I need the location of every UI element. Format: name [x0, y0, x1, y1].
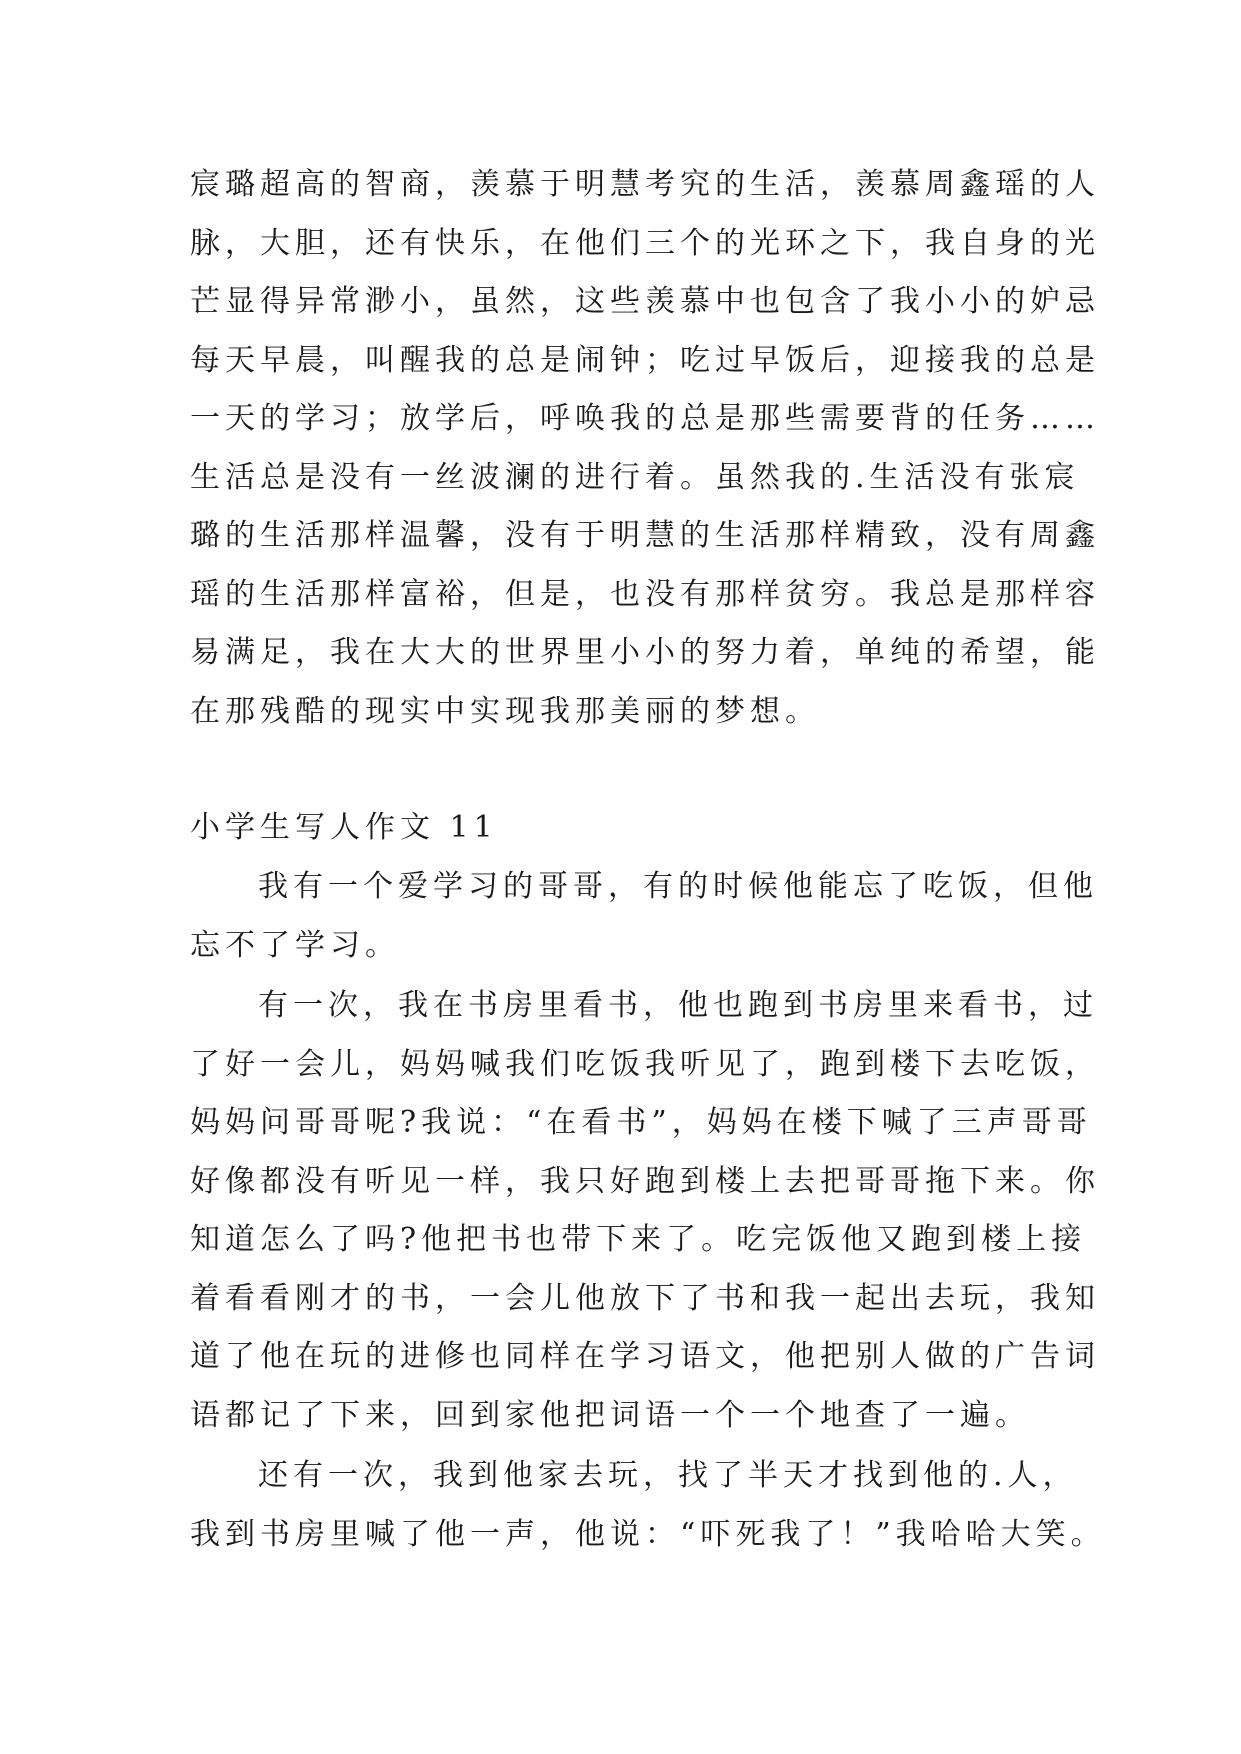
section-title: 小学生写人作文 11	[190, 810, 498, 845]
paragraph-1-line-7: 璐的生活那样温馨，没有于明慧的生活那样精致，没有周鑫	[190, 518, 1100, 553]
paragraph-1-line-3: 芒显得异常渺小，虽然，这些羡慕中也包含了我小小的妒忌	[190, 284, 1100, 319]
paragraph-1-line-9: 易满足，我在大大的世界里小小的努力着，单纯的希望，能	[190, 635, 1100, 670]
paragraph-2-line-2: 忘不了学习。	[190, 928, 400, 963]
paragraph-3-line-8: 语都记了下来，回到家他把词语一个一个地查了一遍。	[190, 1398, 1030, 1433]
paragraph-1-line-10: 在那残酷的现实中实现我那美丽的梦想。	[190, 694, 820, 729]
paragraph-1-line-6: 生活总是没有一丝波澜的进行着。虽然我的.生活没有张宸	[190, 460, 1080, 495]
paragraph-1-line-4: 每天早晨，叫醒我的总是闹钟；吃过早饭后，迎接我的总是	[190, 343, 1100, 378]
paragraph-3-line-4: 好像都没有听见一样，我只好跑到楼上去把哥哥拖下来。你	[190, 1164, 1100, 1199]
paragraph-3-line-5: 知道怎么了吗?他把书也带下来了。吃完饭他又跑到楼上接	[190, 1222, 1087, 1257]
paragraph-3-line-1: 有一次，我在书房里看书，他也跑到书房里来看书，过	[258, 988, 1098, 1023]
paragraph-1-line-5: 一天的学习；放学后，呼唤我的总是那些需要背的任务……	[190, 401, 1100, 436]
paragraph-1-line-1: 宸璐超高的智商，羡慕于明慧考究的生活，羡慕周鑫瑶的人	[190, 167, 1100, 202]
paragraph-4-line-2: 我到书房里喊了他一声，他说：“吓死我了！”我哈哈大笑。	[190, 1517, 1106, 1552]
paragraph-4-line-1: 还有一次，我到他家去玩，找了半天才找到他的.人，	[258, 1458, 1078, 1493]
paragraph-3-line-7: 道了他在玩的进修也同样在学习语文，他把别人做的广告词	[190, 1339, 1100, 1374]
paragraph-1-line-8: 瑶的生活那样富裕，但是，也没有那样贫穷。我总是那样容	[190, 577, 1100, 612]
paragraph-1-line-2: 脉，大胆，还有快乐，在他们三个的光环之下，我自身的光	[190, 226, 1100, 261]
paragraph-3-line-6: 着看看刚才的书，一会儿他放下了书和我一起出去玩，我知	[190, 1281, 1100, 1316]
paragraph-3-line-2: 了好一会儿，妈妈喊我们吃饭我听见了，跑到楼下去吃饭，	[190, 1047, 1100, 1082]
paragraph-2-line-1: 我有一个爱学习的哥哥，有的时候他能忘了吃饭，但他	[258, 869, 1098, 904]
paragraph-3-line-3: 妈妈问哥哥呢?我说：“在看书”，妈妈在楼下喊了三声哥哥	[190, 1105, 1092, 1140]
